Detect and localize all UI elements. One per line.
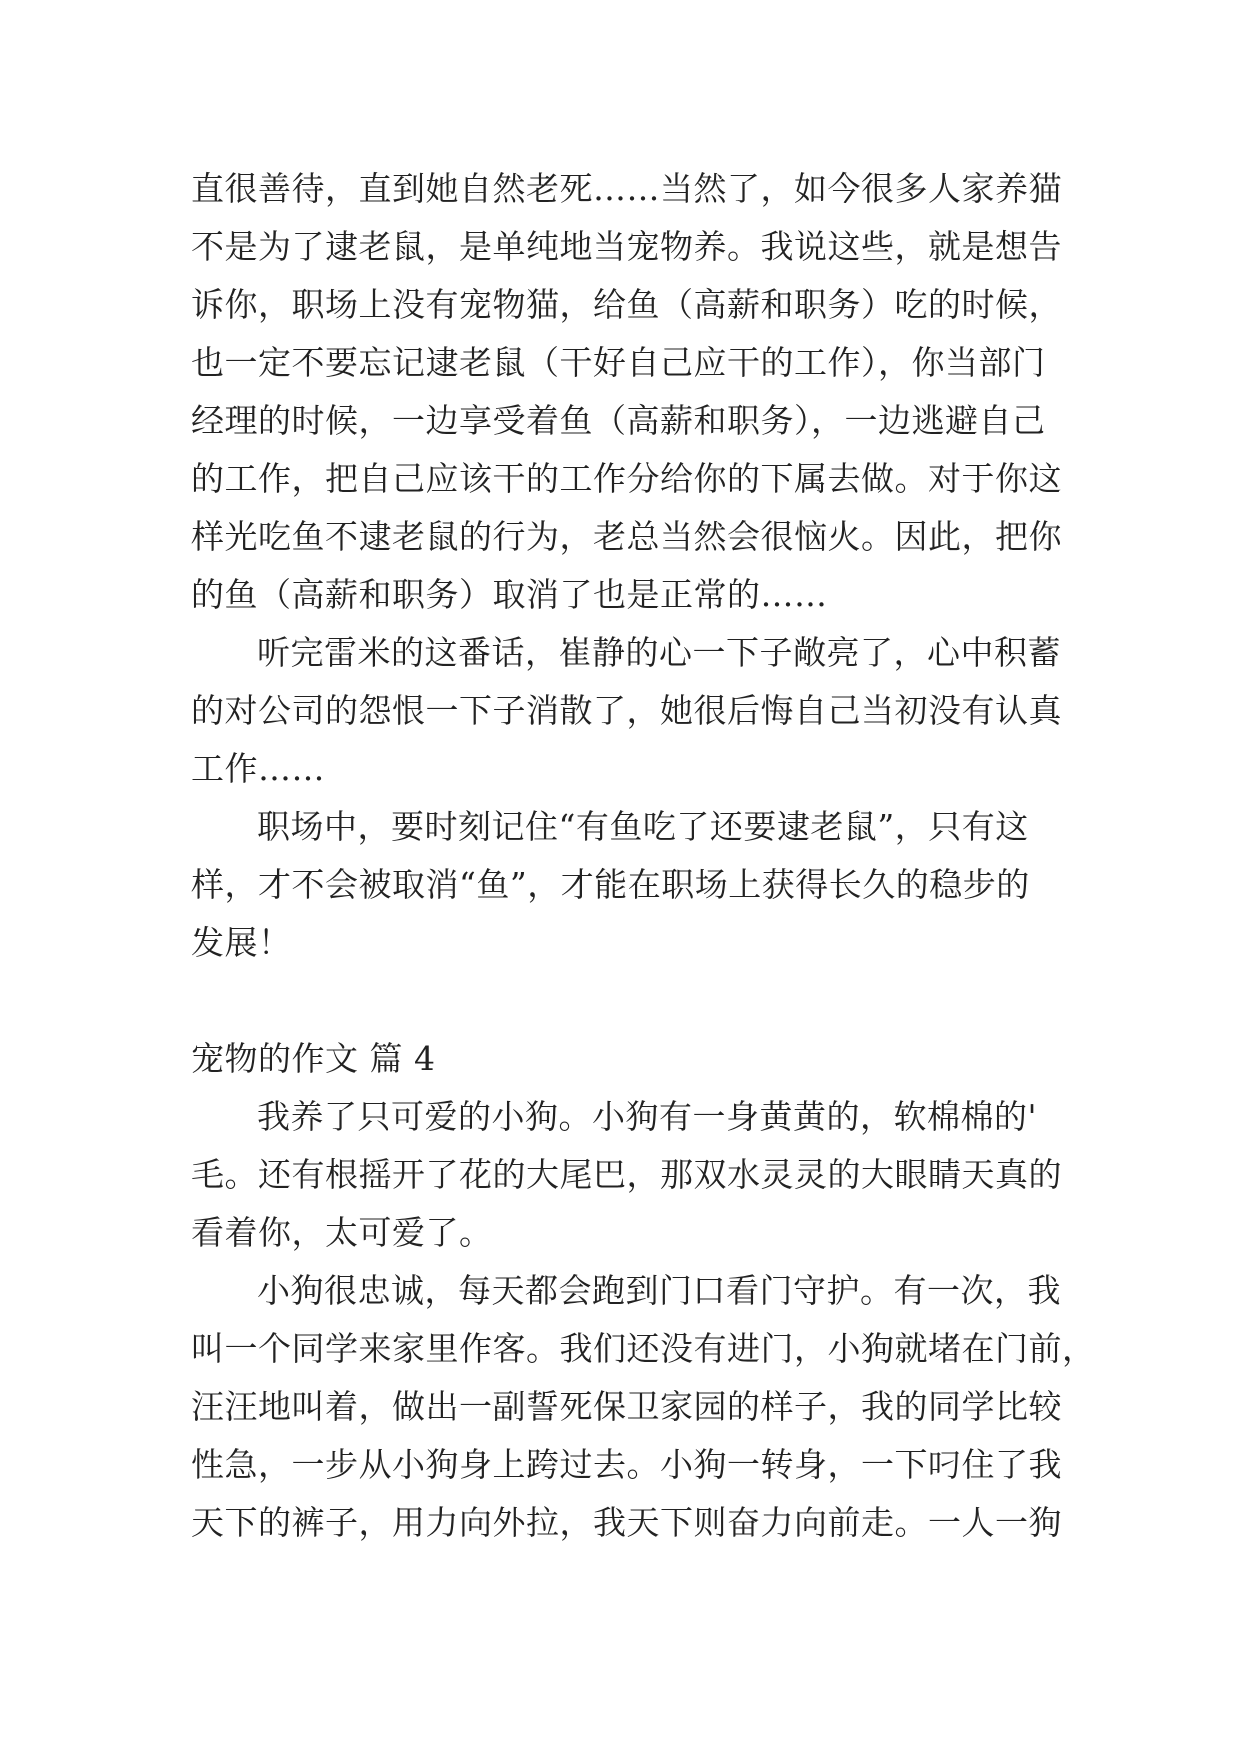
section-heading: 宠物的作文 篇 4 (191, 1039, 436, 1078)
paragraph-line: 看着你，太可爱了。 (191, 1213, 493, 1252)
paragraph-line: 的对公司的怨恨一下子消散了，她很后悔自己当初没有认真 (191, 691, 1062, 730)
paragraph-line: 天下的裤子，用力向外拉，我天下则奋力向前走。一人一狗 (191, 1503, 1062, 1542)
paragraph-line: 叫一个同学来家里作客。我们还没有进门，小狗就堵在门前， (191, 1329, 1096, 1368)
paragraph-line: 也一定不要忘记逮老鼠（干好自己应干的工作），你当部门 (191, 343, 1046, 382)
paragraph-line: 经理的时候，一边享受着鱼（高薪和职务），一边逃避自己 (191, 401, 1046, 440)
paragraph-line: 我养了只可爱的小狗。小狗有一身黄黄的，软棉棉的' (257, 1097, 1038, 1136)
paragraph-line: 的工作，把自己应该干的工作分给你的下属去做。对于你这 (191, 459, 1062, 498)
paragraph-line: 样光吃鱼不逮老鼠的行为，老总当然会很恼火。因此，把你 (191, 517, 1062, 556)
paragraph-line: 诉你，职场上没有宠物猫，给鱼（高薪和职务）吃的时候， (191, 285, 1062, 324)
paragraph-line: 不是为了逮老鼠，是单纯地当宠物养。我说这些，就是想告 (191, 227, 1062, 266)
paragraph-line: 工作…… (191, 749, 325, 788)
paragraph-line: 的鱼（高薪和职务）取消了也是正常的…… (191, 575, 828, 614)
paragraph-line: 职场中，要时刻记住“有鱼吃了还要逮老鼠”，只有这 (257, 807, 1029, 846)
paragraph-line: 小狗很忠诚，每天都会跑到门口看门守护。有一次，我 (257, 1271, 1061, 1310)
paragraph-line: 性急，一步从小狗身上跨过去。小狗一转身，一下叼住了我 (191, 1445, 1062, 1484)
paragraph-line: 听完雷米的这番话，崔静的心一下子敞亮了，心中积蓄 (257, 633, 1061, 672)
paragraph-line: 样，才不会被取消“鱼”，才能在职场上获得长久的稳步的 (191, 865, 1030, 904)
paragraph-line: 毛。还有根摇开了花的大尾巴，那双水灵灵的大眼睛天真的 (191, 1155, 1062, 1194)
paragraph-line: 汪汪地叫着，做出一副誓死保卫家园的样子，我的同学比较 (191, 1387, 1062, 1426)
paragraph-line: 发展！ (191, 923, 292, 962)
paragraph-line: 直很善待，直到她自然老死……当然了，如今很多人家养猫 (191, 169, 1062, 208)
